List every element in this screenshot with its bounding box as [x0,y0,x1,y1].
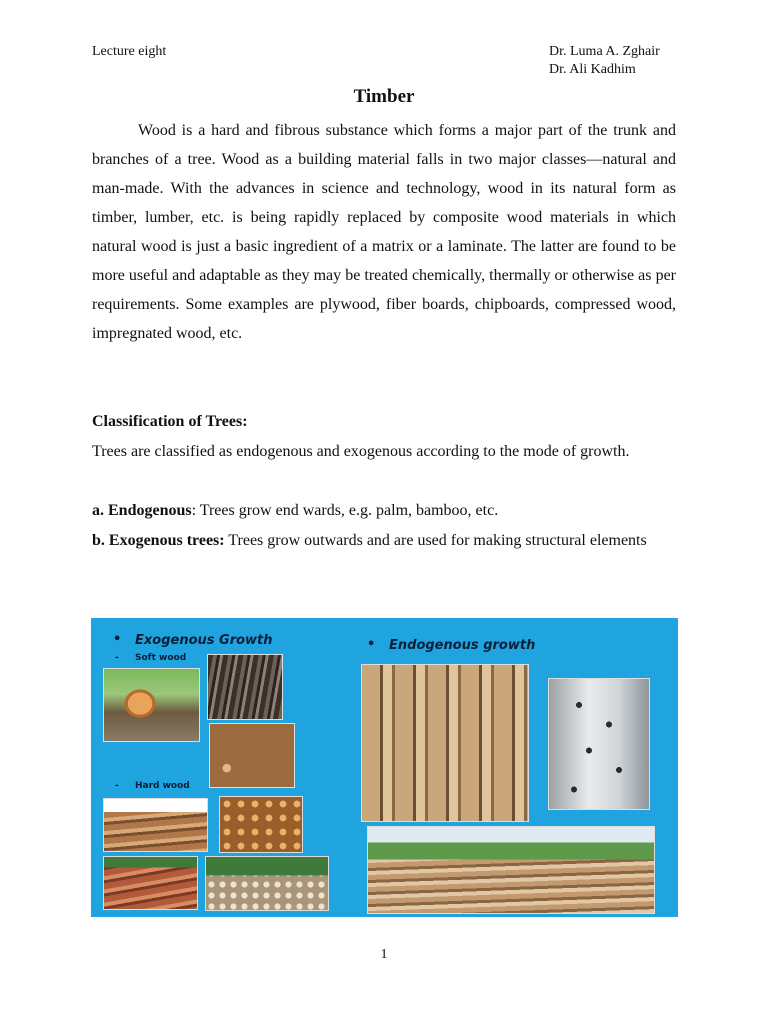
classification-text: Trees are classified as endogenous and exogenous according to the mode of growth. [92,443,630,460]
bamboo-photo [361,664,529,822]
endogenous-bullet: • [367,637,376,652]
exogenous-growth-title: Exogenous Growth [135,633,273,648]
hard-wood-dash: - [115,781,119,791]
hardwood-red-logs-photo [103,856,198,910]
hardwood-cross-section-photo [219,796,303,853]
classification-heading: Classification of Trees: [92,413,248,430]
palm-trunk-photo [548,678,650,810]
softwood-bark-photo [207,654,283,720]
softwood-log-truck-photo [103,668,200,742]
soft-wood-dash: - [115,653,119,663]
timber-yard-photo [367,826,655,914]
exogenous-text: Trees grow outwards and are used for making structural elements [224,532,647,549]
exogenous-label: b. Exogenous trees: [92,532,225,549]
softwood-log-pile-photo [209,723,295,788]
hardwood-logs-photo [103,798,208,852]
hard-wood-label: Hard wood [135,781,190,791]
endogenous-label: a. Endogenous [92,502,192,519]
exogenous-item [92,526,676,555]
endogenous-item [92,496,676,525]
soft-wood-label: Soft wood [135,653,187,663]
endogenous-growth-title: Endogenous growth [389,638,536,653]
header-author-2: Dr. Ali Kadhim [549,62,636,77]
intro-paragraph: Wood is a hard and fibrous substance which forms a major part of the trunk and branches of a tree. Wood as a building material falls in two major classes—natural and man-made. With the advances in science and technology, wood in its natural form as timber, lumber, etc. is being rapidly replaced by composite wood materials in which natural wood is just a basic ingredient of a matrix or a laminate. The latter are found to be more useful and adaptable as they may be treated chemically, thermally or otherwise as per requirements. Some examples are plywood, fiber boards, chipboards, compressed wood, impregnated wood, etc. [92,122,676,342]
growth-figure [91,618,678,917]
header-authors [549,43,660,79]
endogenous-text: : Trees grow end wards, e.g. palm, bamboo, etc. [191,502,499,519]
page-number: 1 [380,947,388,962]
header-lecture: Lecture eight [92,44,167,59]
page-title: Timber [353,86,415,107]
hardwood-stacked-logs-photo [205,856,329,911]
header-author-1: Dr. Luma A. Zghair [549,44,660,59]
exogenous-bullet: • [113,632,122,647]
